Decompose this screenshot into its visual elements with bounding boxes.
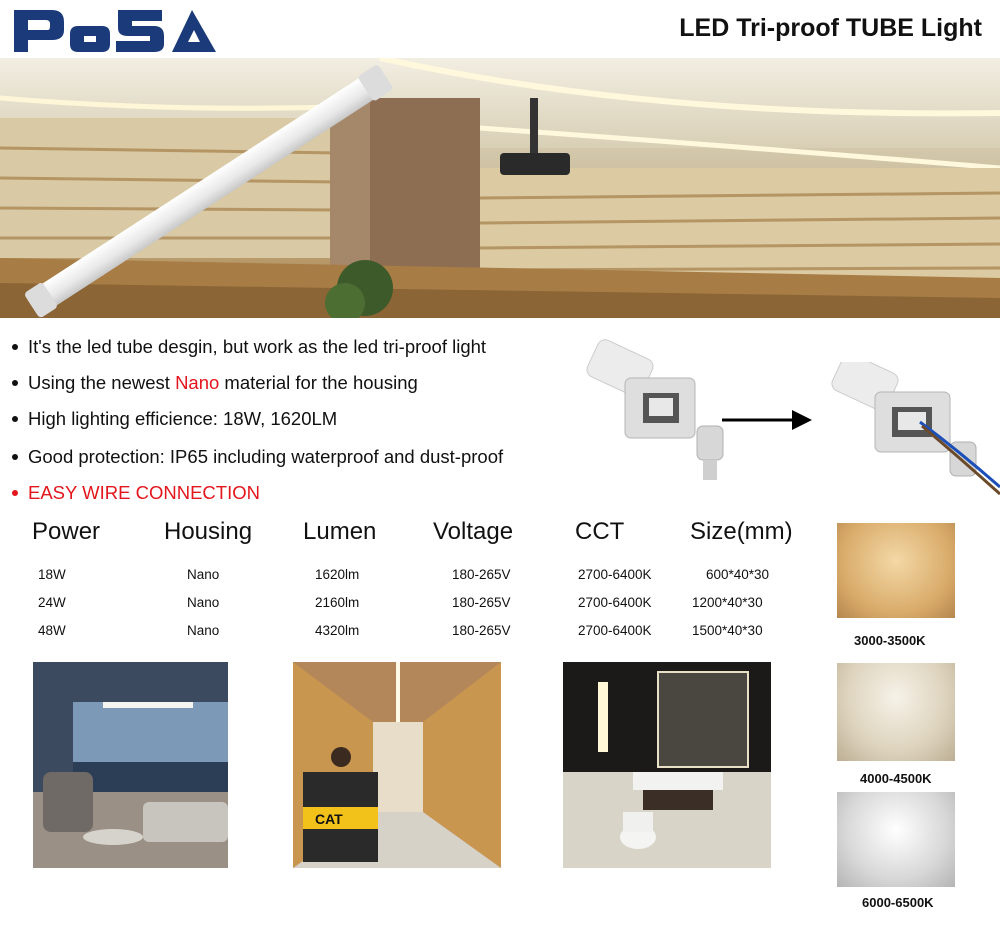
bullet-icon	[12, 344, 18, 350]
bullet-icon	[12, 416, 18, 422]
posa-logo	[12, 8, 217, 54]
bullet-icon	[12, 454, 18, 460]
spec-cell-size: 600*40*30	[706, 567, 770, 582]
feature-highlight: Nano	[175, 372, 220, 393]
spec-header-lumen: Lumen	[303, 518, 377, 545]
spec-cell-voltage: 180-265V	[452, 567, 511, 582]
cct-swatch-neutral	[837, 663, 955, 761]
arrow-right-icon	[722, 408, 812, 432]
spec-header-housing: Housing	[164, 518, 253, 545]
spec-cell-lumen: 2160lm	[315, 595, 360, 610]
warehouse-photo	[293, 662, 501, 868]
feature-item	[12, 446, 503, 468]
cct-label: 3000-3500K	[854, 633, 926, 648]
bullet-icon	[12, 380, 18, 386]
feature-text-prefix: Using the newest	[28, 372, 176, 393]
spec-cell-power: 18W	[38, 567, 66, 582]
cct-label: 6000-6500K	[862, 895, 934, 910]
feature-item	[12, 408, 337, 430]
spec-cell-power: 48W	[38, 623, 66, 638]
feature-text: High lighting efficience: 18W, 1620LM	[28, 408, 338, 429]
spec-cell-size: 1500*40*30	[692, 623, 763, 638]
spec-cell-power: 24W	[38, 595, 66, 610]
spec-cell-housing: Nano	[187, 567, 220, 582]
tube-endcap-wired-image	[830, 362, 1000, 502]
spec-cell-voltage: 180-265V	[452, 595, 511, 610]
living-room-photo	[33, 662, 228, 868]
bullet-icon	[12, 490, 18, 496]
cct-label: 4000-4500K	[860, 771, 932, 786]
spec-cell-cct: 2700-6400K	[578, 595, 652, 610]
spec-cell-voltage: 180-265V	[452, 623, 511, 638]
cct-swatch-cool	[837, 792, 955, 887]
feature-item	[12, 372, 418, 394]
spec-cell-size: 1200*40*30	[692, 595, 763, 610]
spec-cell-cct: 2700-6400K	[578, 567, 652, 582]
spec-cell-cct: 2700-6400K	[578, 623, 652, 638]
feature-item	[12, 482, 260, 504]
bathroom-photo	[563, 662, 771, 868]
hero-library-image	[0, 58, 1000, 318]
spec-cell-housing: Nano	[187, 623, 220, 638]
tube-endcap-open-image	[585, 338, 735, 498]
spec-header-voltage: Voltage	[433, 518, 514, 545]
feature-item	[12, 336, 486, 358]
spec-header-power: Power	[32, 518, 101, 545]
spec-header-cct: CCT	[575, 518, 625, 545]
warehouse-brand-text: CAT	[315, 811, 343, 827]
feature-text: Good protection: IP65 including waterproof and dust-proof	[28, 446, 504, 467]
feature-text-suffix: material for the housing	[219, 372, 418, 393]
spec-cell-housing: Nano	[187, 595, 220, 610]
feature-text: It's the led tube desgin, but work as the led tri-proof light	[28, 336, 487, 357]
spec-header-size: Size(mm)	[690, 518, 793, 545]
cct-swatch-warm	[837, 523, 955, 618]
feature-text: EASY WIRE CONNECTION	[28, 482, 260, 503]
spec-cell-lumen: 1620lm	[315, 567, 360, 582]
page-title: LED Tri-proof TUBE Light	[679, 14, 982, 42]
spec-cell-lumen: 4320lm	[315, 623, 360, 638]
